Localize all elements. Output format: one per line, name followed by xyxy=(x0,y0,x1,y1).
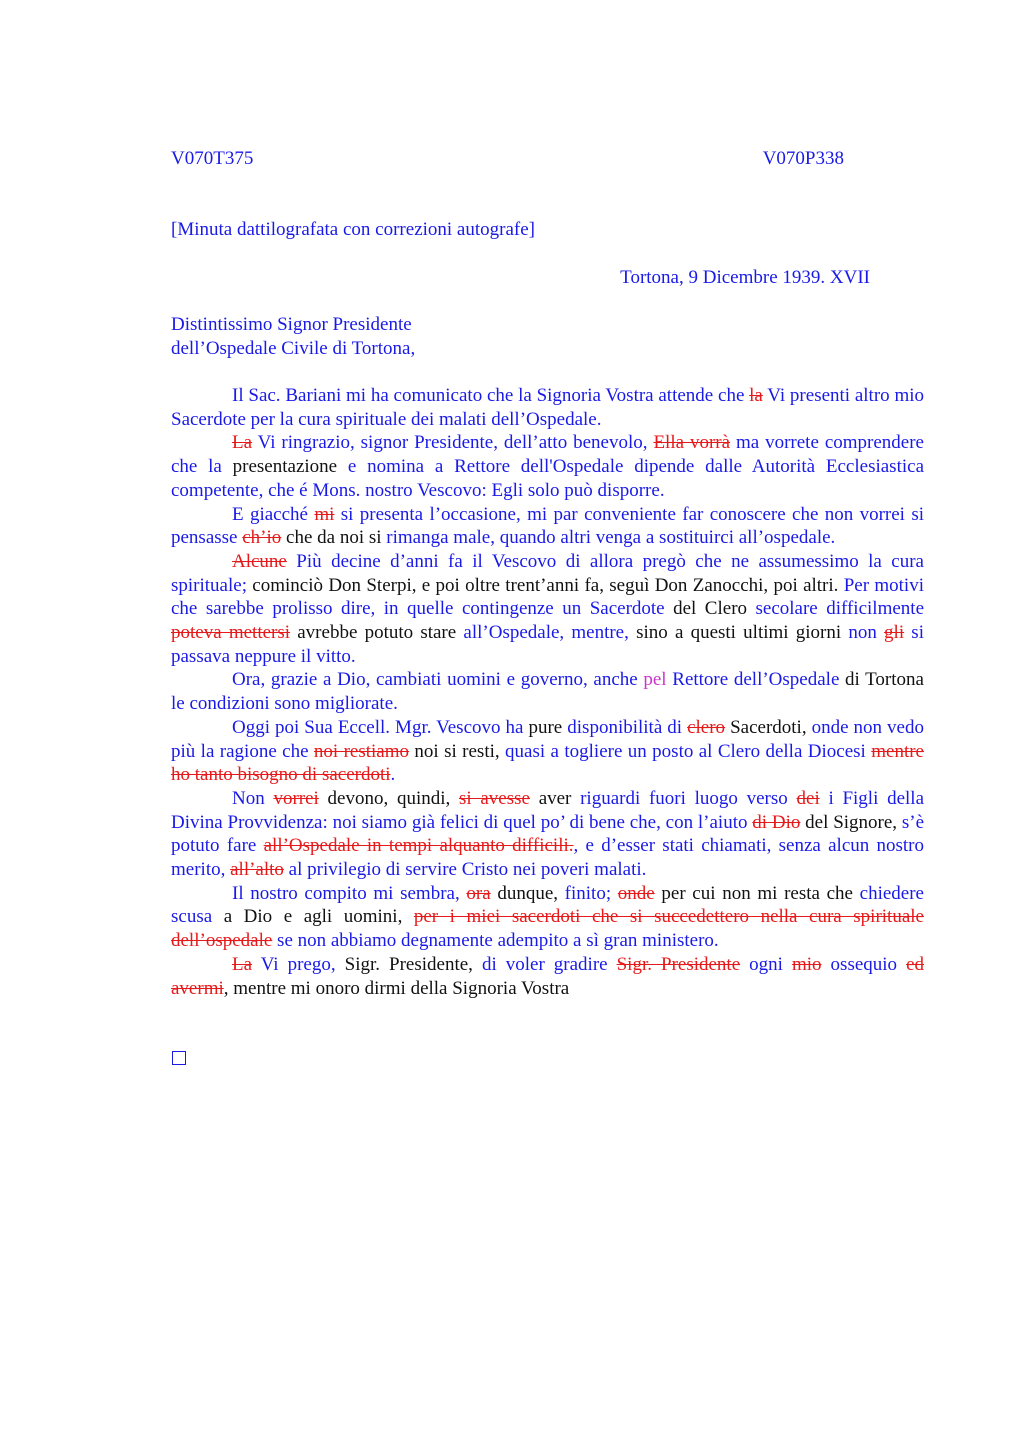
handwritten-correction: . xyxy=(390,764,396,786)
deleted-text: la xyxy=(749,385,763,406)
typed-text: Sigr. Presidente, xyxy=(335,953,482,975)
handwritten-correction: le condizioni sono migliorate. xyxy=(171,693,398,715)
letter-paragraph xyxy=(171,668,924,715)
letter-paragraph xyxy=(171,787,924,882)
deleted-text: di Dio xyxy=(752,811,801,833)
magenta-correction: pel xyxy=(643,669,667,691)
deleted-text: Alcune xyxy=(232,550,287,572)
handwritten-correction: non xyxy=(848,622,885,644)
typed-text: noi si resti, xyxy=(409,740,506,762)
handwritten-correction: ma vorrete comprendere che la xyxy=(171,432,924,478)
deleted-text: poteva mettersi xyxy=(171,622,291,644)
handwritten-correction: ossequio xyxy=(821,953,907,975)
typed-text: che da noi si xyxy=(281,527,387,549)
typed-text: devono, quindi, xyxy=(318,787,459,809)
letter-paragraph xyxy=(171,384,924,431)
letter-body xyxy=(171,384,924,1000)
deleted-text: all’Ospedale in tempi alquanto difficili. xyxy=(263,835,574,857)
typed-text: per cui non mi resta che xyxy=(654,882,860,904)
deleted-text: La xyxy=(232,432,253,454)
handwritten-correction: finito; xyxy=(564,882,618,904)
handwritten-correction: Vi ringrazio, signor Presidente, dell’atto benevolo, xyxy=(252,432,654,454)
handwritten-correction: si presenta l’occasione, mi par conveniente far conoscere che non vorrei si pensasse xyxy=(171,503,924,549)
empty-square-icon xyxy=(172,1051,186,1065)
typed-text: del Signore, xyxy=(800,811,902,833)
handwritten-correction: Oggi poi Sua Eccell. Mgr. Vescovo ha xyxy=(232,716,524,738)
deleted-text: ora xyxy=(466,882,491,904)
editorial-note: [Minuta dattilografata con correzioni autografe] xyxy=(171,219,535,240)
deleted-text: mio xyxy=(791,953,822,975)
typed-text: presentazione xyxy=(232,456,338,478)
handwritten-correction: riguardi fuori luogo verso xyxy=(580,787,797,809)
letter-paragraph xyxy=(171,882,924,953)
deleted-text: gli xyxy=(884,622,905,644)
deleted-text: clero xyxy=(687,716,726,738)
typed-text: , mentre mi onoro dirmi della Signoria Vostra xyxy=(223,977,570,999)
typed-text: dunque, xyxy=(490,882,565,904)
handwritten-correction: si passava neppure il vitto. xyxy=(171,622,924,667)
handwritten-correction: di voler gradire xyxy=(481,953,617,975)
letter-paragraph xyxy=(171,503,924,550)
handwritten-correction: Il nostro compito mi sembra, xyxy=(232,882,467,904)
handwritten-correction: e nomina a Rettore dell'Ospedale dipende dalle Autorità Ecclesiastica competente, che é Mons. nostro Vescovo: Egli solo può disporre. xyxy=(171,456,925,501)
dateline: Tortona, 9 Dicembre 1939. XVII xyxy=(620,267,870,288)
handwritten-correction: al privilegio di servire Cristo nei poveri malati. xyxy=(283,859,647,881)
handwritten-correction: Non xyxy=(232,787,274,809)
typed-text: aver xyxy=(529,787,581,809)
deleted-text: La xyxy=(232,953,253,975)
deleted-text: ch’io xyxy=(242,527,282,549)
typed-text: a Dio e agli uomini, xyxy=(212,906,414,928)
typed-text: Sacerdoti, xyxy=(725,716,812,738)
deleted-text: noi restiamo xyxy=(313,740,410,762)
document-code-left: V070T375 xyxy=(171,148,254,169)
handwritten-correction: s’è potuto fare xyxy=(171,811,925,857)
handwritten-correction: Vi presenti altro mio Sacerdote per la cura spirituale dei malati dell’Ospedale. xyxy=(171,385,924,430)
deleted-text: si avesse xyxy=(458,787,530,809)
deleted-text: Ella vorrà xyxy=(653,432,731,454)
handwritten-correction: Rettore dell’Ospedale xyxy=(666,669,840,691)
deleted-text: mentre ho tanto bisogno di sacerdoti xyxy=(171,740,924,786)
handwritten-correction: chiedere scusa xyxy=(171,882,924,928)
handwritten-correction: Per motivi che sarebbe prolisso dire, in quelle contingenze un Sacerdote xyxy=(171,574,924,620)
handwritten-correction: ogni xyxy=(740,953,792,975)
handwritten-correction: Vi prego, xyxy=(252,953,336,975)
typed-text: cominciò Don Sterpi, e poi oltre trent’anni fa, seguì Don Zanocchi, poi altri. xyxy=(246,574,839,596)
handwritten-correction: onde non vedo più la ragione che xyxy=(171,716,924,762)
typed-text: sino a questi ultimi giorni xyxy=(628,622,849,644)
handwritten-correction: Ora, grazie a Dio, cambiati uomini e governo, anche xyxy=(232,669,644,691)
typed-text: pure xyxy=(523,716,568,738)
handwritten-correction: all’Ospedale, mentre, xyxy=(463,622,629,644)
letter-paragraph xyxy=(171,716,924,787)
handwritten-correction: se non abbiamo degnamente adempito a sì gran ministero. xyxy=(272,930,719,952)
handwritten-correction: Il Sac. Bariani mi ha comunicato che la Signoria Vostra attende che xyxy=(232,385,750,406)
handwritten-correction: E giacché xyxy=(232,503,315,525)
typed-text: avrebbe potuto stare xyxy=(290,622,464,644)
letter-paragraph xyxy=(171,953,924,1000)
typed-text: del Clero xyxy=(664,598,756,620)
typed-text: di Tortona xyxy=(839,669,924,691)
deleted-text: onde xyxy=(617,882,655,904)
deleted-text: vorrei xyxy=(273,787,319,809)
deleted-text: dei xyxy=(796,787,820,809)
handwritten-correction: disponibilità di xyxy=(567,716,688,738)
handwritten-correction: rimanga male, quando altri venga a sostituirci all’ospedale. xyxy=(386,527,836,549)
deleted-text: ed avermi xyxy=(171,953,924,999)
deleted-text: mi xyxy=(314,503,335,525)
letter-paragraph xyxy=(171,431,924,502)
handwritten-correction: i Figli della Divina Provvidenza: noi siamo già felici di quel po’ di bene che, con l’aiuto xyxy=(171,787,924,833)
handwritten-correction: quasi a togliere un posto al Clero della Diocesi xyxy=(505,740,872,762)
deleted-text: all’alto xyxy=(230,859,284,881)
handwritten-correction: secolare difficilmente xyxy=(755,598,924,620)
deleted-text: Sigr. Presidente xyxy=(616,953,741,975)
handwritten-correction: , e d’esser stati chiamati, senza alcun nostro merito, xyxy=(171,835,925,881)
handwritten-correction: Più decine d’anni fa il Vescovo di allora pregò che ne assumessimo la cura spirituale; xyxy=(171,550,924,596)
letter-paragraph xyxy=(171,550,924,669)
document-code-right: V070P338 xyxy=(762,148,844,169)
salutation-line-2: dell’Ospedale Civile di Tortona, xyxy=(171,338,416,359)
salutation-line-1: Distintissimo Signor Presidente xyxy=(171,314,412,335)
deleted-text: per i miei sacerdoti che si succedettero nella cura spirituale dell’ospedale xyxy=(171,906,924,952)
